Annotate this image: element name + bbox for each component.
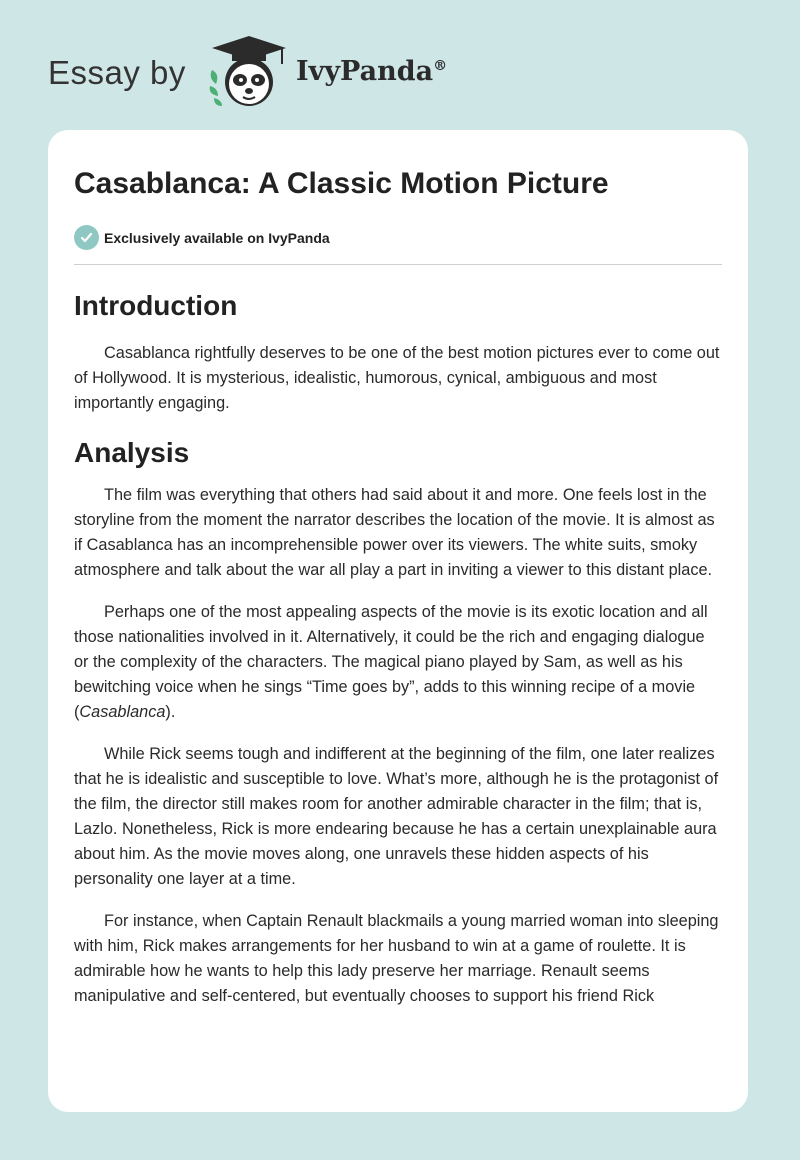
paragraph: The film was everything that others had said about it and more. One feels lost in the storyline from the moment the narrator describes the location of the movie. It is almost as if Casablanca has an incomprehensible power over its viewers. The white suits, smoky atmosphere and talk about the war all play a part in inviting a viewer to this distant place. [74, 486, 715, 580]
exclusive-badge [74, 225, 722, 250]
ivypanda-logo-icon[interactable] [204, 34, 294, 110]
section-heading-analysis: Analysis [74, 436, 190, 468]
site-header [48, 34, 748, 114]
paragraph: While Rick seems tough and indifferent at the beginning of the film, one later realizes that he is idealistic and susceptible to love. What’s more, although he is the protagonist of the film, the director still makes room for another admirable character in the film; that is, Lazlo. Nonetheless, Rick is more endearing because he has a certain unexplainable aura about him. As the movie moves along, one unravels these hidden aspects of his personality one layer at a time. [74, 745, 719, 889]
essay-by-label: Essay by [48, 54, 186, 91]
essay-card [48, 130, 748, 1112]
citation-title: Casablanca [79, 703, 166, 722]
exclusive-label: Exclusively available on IvyPanda [104, 229, 330, 246]
paragraph: For instance, when Captain Renault blackmails a young married woman into sleeping with him, Rick makes arrangements for her husband to win at a game of roulette. It is admirable how he wants to help this lady preserve her marriage. Renault seems manipulative and self-centered, but eventually chooses to support his friend Rick [74, 912, 719, 1006]
page-title: Casablanca: A Classic Motion Picture [74, 167, 609, 200]
paragraph: Casablanca rightfully deserves to be one of the best motion pictures ever to come out of Hollywood. It is mysterious, idealistic, humorous, cynical, ambiguous and most importantly engaging. [74, 343, 720, 412]
brand-name[interactable]: IvyPanda® [296, 56, 448, 87]
divider [74, 264, 722, 265]
section-heading-introduction: Introduction [74, 290, 238, 321]
check-icon [74, 225, 99, 250]
paragraph: Perhaps one of the most appealing aspects of the movie is its exotic location and all those nationalities involved in it. Alternatively, it could be the rich and engaging dialogue or the complexity of the characters. The magical piano played by Sam, as well as his bewitching voice when he sings “Time goes by”, adds to this winning recipe of a movie (Casablanca). [74, 603, 708, 722]
